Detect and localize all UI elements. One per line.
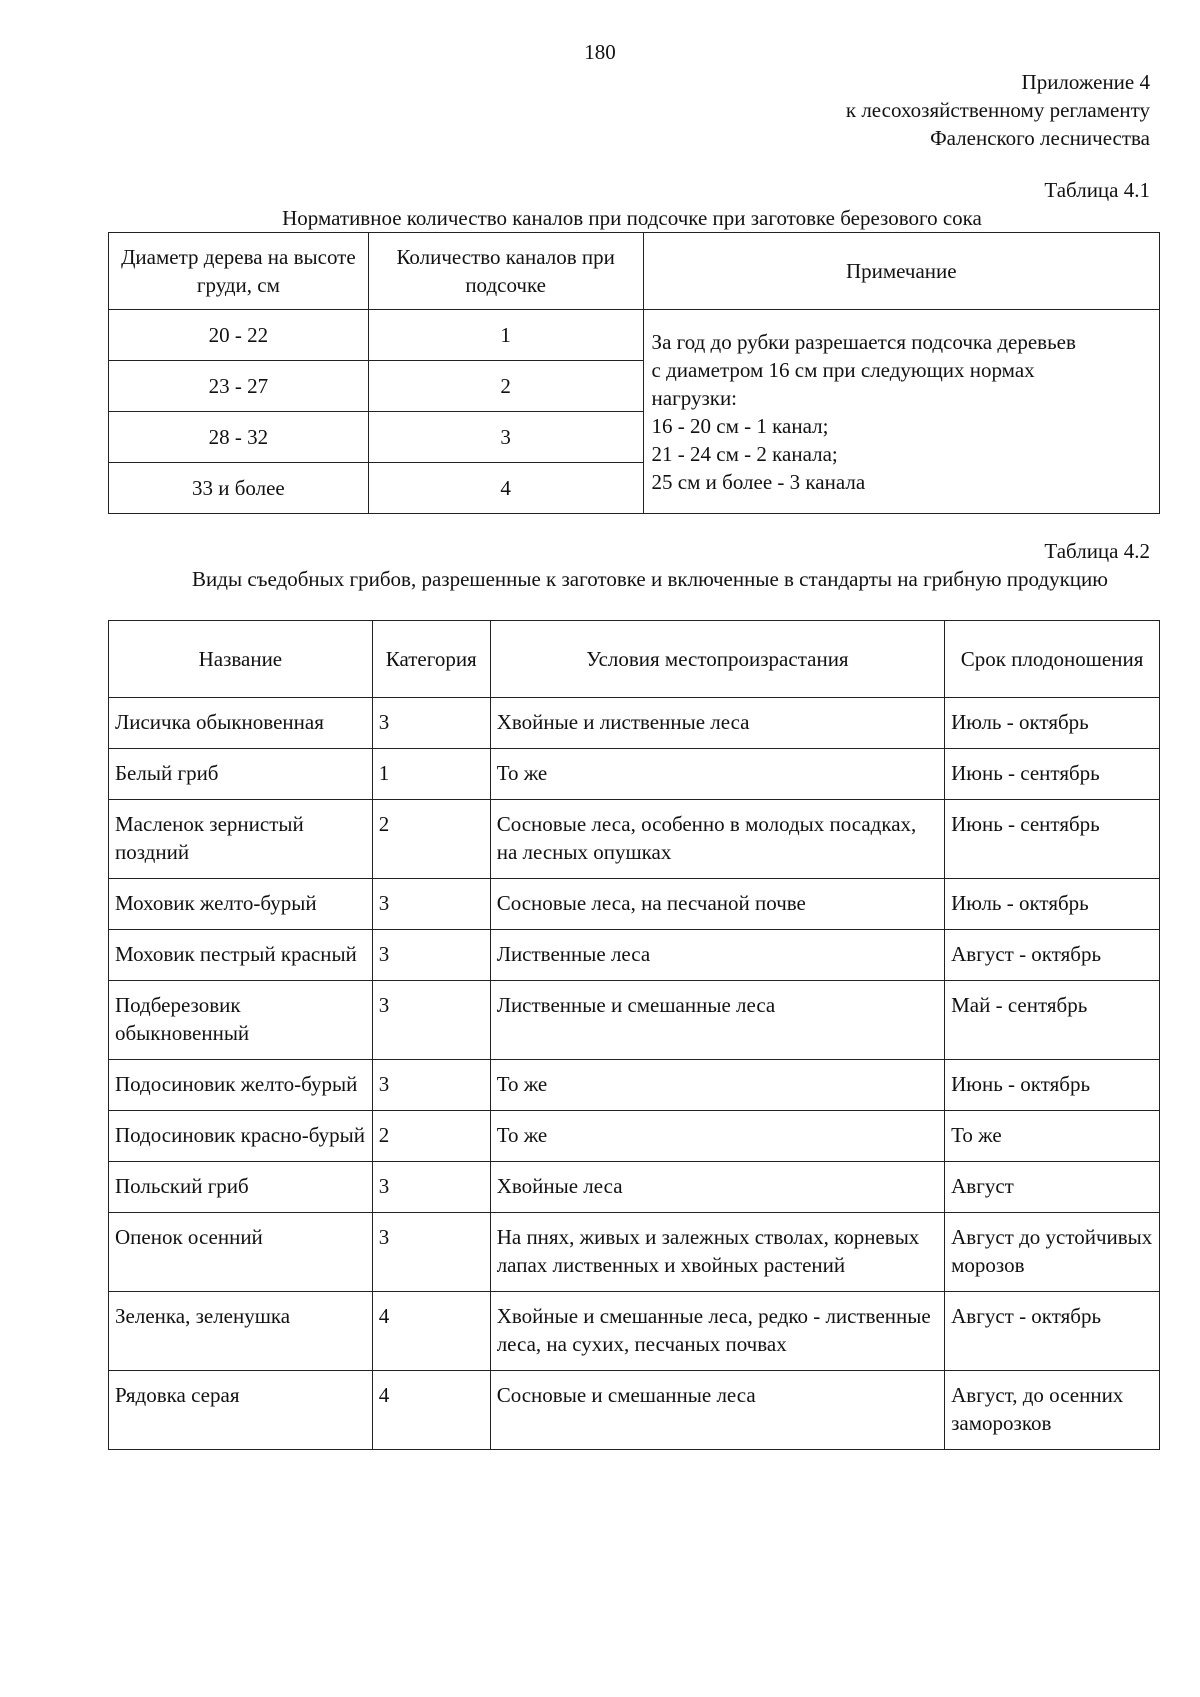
note-line: 16 - 20 см - 1 канал;: [651, 413, 829, 438]
table-row: [109, 698, 1160, 749]
conditions-cell: То же: [490, 1111, 944, 1162]
table-row: [109, 1371, 1160, 1450]
table1-title: Нормативное количество каналов при подсочке при заготовке березового сока: [282, 206, 982, 230]
canals-cell: 2: [368, 361, 643, 412]
season-cell: Июль - октябрь: [945, 879, 1160, 930]
season-cell: Август, до осенних заморозков: [945, 1371, 1160, 1450]
category-cell: 3: [372, 698, 490, 749]
note-cell: [643, 310, 1159, 514]
table2-title: Виды съедобных грибов, разрешенные к заготовке и включенные в стандарты на грибную продукцию: [192, 567, 1108, 591]
season-cell: Август до устойчивых морозов: [945, 1213, 1160, 1292]
name-cell: Опенок осенний: [109, 1213, 373, 1292]
name-cell: Моховик пестрый красный: [109, 930, 373, 981]
table-row: [109, 749, 1160, 800]
table-header-row: [109, 233, 1160, 310]
canals-cell: 3: [368, 412, 643, 463]
season-cell: Май - сентябрь: [945, 981, 1160, 1060]
conditions-cell: То же: [490, 749, 944, 800]
column-header: Примечание: [643, 233, 1159, 310]
name-cell: Масленок зернистый поздний: [109, 800, 373, 879]
table-row: [109, 1292, 1160, 1371]
diameter-cell: 33 и более: [109, 463, 369, 514]
appendix-header: [846, 68, 1150, 152]
table2-label: Таблица 4.2: [1044, 539, 1150, 563]
table-row: [109, 879, 1160, 930]
category-cell: 2: [372, 800, 490, 879]
name-cell: Подберезовик обыкновенный: [109, 981, 373, 1060]
table1-label: Таблица 4.1: [1044, 178, 1150, 202]
note-line: 25 см и более - 3 канала: [651, 469, 866, 494]
name-cell: Подосиновик красно-бурый: [109, 1111, 373, 1162]
conditions-cell: Сосновые леса, особенно в молодых посадках, на лесных опушках: [490, 800, 944, 879]
category-cell: 4: [372, 1371, 490, 1450]
season-cell: Август - октябрь: [945, 930, 1160, 981]
name-cell: Зеленка, зеленушка: [109, 1292, 373, 1371]
table-row: [109, 1213, 1160, 1292]
category-cell: 4: [372, 1292, 490, 1371]
season-cell: Июль - октябрь: [945, 698, 1160, 749]
diameter-cell: 20 - 22: [109, 310, 369, 361]
season-cell: Июнь - октябрь: [945, 1060, 1160, 1111]
name-cell: Рядовка серая: [109, 1371, 373, 1450]
season-cell: Июнь - сентябрь: [945, 749, 1160, 800]
table-row: [109, 800, 1160, 879]
conditions-cell: Хвойные и лиственные леса: [490, 698, 944, 749]
conditions-cell: Лиственные леса: [490, 930, 944, 981]
name-cell: Моховик желто-бурый: [109, 879, 373, 930]
conditions-cell: Лиственные и смешанные леса: [490, 981, 944, 1060]
name-cell: Польский гриб: [109, 1162, 373, 1213]
name-cell: Лисичка обыкновенная: [109, 698, 373, 749]
table-row: [109, 310, 1160, 361]
column-header: Количество каналов при подсочке: [368, 233, 643, 310]
note-line: с диаметром 16 см при следующих нормах: [651, 357, 1035, 382]
category-cell: 3: [372, 1162, 490, 1213]
diameter-cell: 28 - 32: [109, 412, 369, 463]
note-line: нагрузки:: [651, 385, 738, 410]
table-row: [109, 930, 1160, 981]
category-cell: 3: [372, 1213, 490, 1292]
season-cell: То же: [945, 1111, 1160, 1162]
appendix-line: Фаленского лесничества: [930, 126, 1150, 150]
canals-cell: 1: [368, 310, 643, 361]
mushrooms-table: [108, 620, 1160, 1450]
table-row: [109, 981, 1160, 1060]
category-cell: 3: [372, 930, 490, 981]
diameter-cell: 23 - 27: [109, 361, 369, 412]
season-cell: Август - октябрь: [945, 1292, 1160, 1371]
category-cell: 2: [372, 1111, 490, 1162]
conditions-cell: Хвойные леса: [490, 1162, 944, 1213]
column-header: Категория: [372, 621, 490, 698]
page-number: 180: [584, 40, 616, 64]
category-cell: 3: [372, 981, 490, 1060]
category-cell: 3: [372, 1060, 490, 1111]
table-row: [109, 1111, 1160, 1162]
conditions-cell: Сосновые и смешанные леса: [490, 1371, 944, 1450]
table-row: [109, 1162, 1160, 1213]
conditions-cell: На пнях, живых и залежных стволах, корневых лапах лиственных и хвойных растений: [490, 1213, 944, 1292]
canals-cell: 4: [368, 463, 643, 514]
column-header: Название: [109, 621, 373, 698]
season-cell: Июнь - сентябрь: [945, 800, 1160, 879]
conditions-cell: То же: [490, 1060, 944, 1111]
appendix-line: к лесохозяйственному регламенту: [845, 98, 1150, 122]
name-cell: Белый гриб: [109, 749, 373, 800]
note-line: За год до рубки разрешается подсочка деревьев: [651, 329, 1076, 354]
column-header: Срок плодоношения: [945, 621, 1160, 698]
table-header-row: [109, 621, 1160, 698]
conditions-cell: Сосновые леса, на песчаной почве: [490, 879, 944, 930]
appendix-line: Приложение 4: [1021, 70, 1150, 94]
note-line: 21 - 24 см - 2 канала;: [651, 441, 838, 466]
column-header: Условия местопроизрастания: [490, 621, 944, 698]
season-cell: Август: [945, 1162, 1160, 1213]
category-cell: 1: [372, 749, 490, 800]
category-cell: 3: [372, 879, 490, 930]
name-cell: Подосиновик желто-бурый: [109, 1060, 373, 1111]
table-row: [109, 1060, 1160, 1111]
canals-table: [108, 232, 1160, 514]
conditions-cell: Хвойные и смешанные леса, редко - лиственные леса, на сухих, песчаных почвах: [490, 1292, 944, 1371]
column-header: Диаметр дерева на высоте груди, см: [109, 233, 369, 310]
